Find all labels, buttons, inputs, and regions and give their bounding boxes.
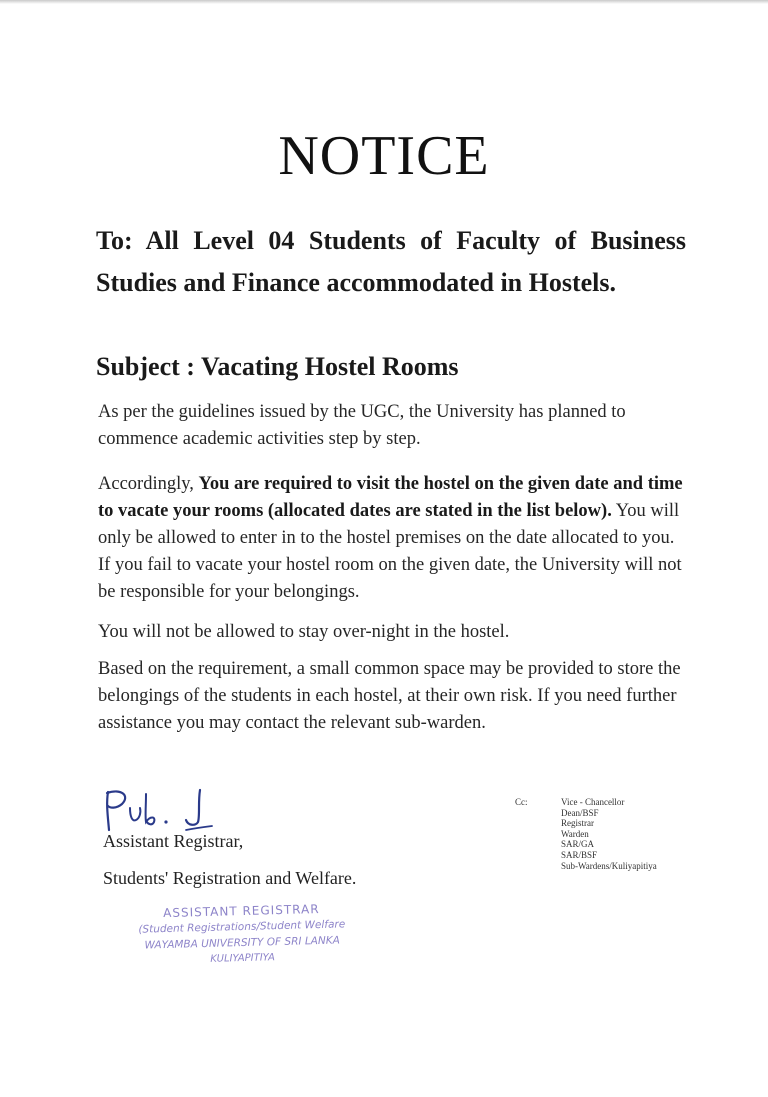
paragraph-vacate-details: You will only be allowed to enter in to the hostel premises on the date allocated to you. If you fail to vacate your hostel room on the given date, the University will not be responsible for your belongings. [98,501,682,602]
cc-list [561,797,657,871]
cc-item: Warden [561,828,589,839]
paragraph-storage: Based on the requirement, a small common space may be provided to store the belongings of the students in each hostel, at their own risk. If you need further assistance you may contact the relevant sub-warden. [98,659,681,733]
paragraph-vacate-instructions [98,471,688,606]
notice-recipients: To: All Level 04 Students of Faculty of Business Studies and Finance accommodated in Hostels. [96,226,686,297]
paragraph-guidelines: As per the guidelines issued by the UGC, the University has planned to commence academic activities step by step. [98,402,626,449]
stamp-line: (Student Registrations/Student Welfare [138,918,346,936]
stamp-line: KULIYAPITIYA [210,952,276,965]
paragraph-vacate-emphasis: You are required to visit the hostel on the given date and time to vacate your rooms (allocated dates are stated in the list below). [98,474,683,521]
stamp-line: ASSISTANT REGISTRAR [162,901,320,921]
cc-item: Dean/BSF [561,807,599,818]
notice-title: NOTICE [278,125,490,187]
cc-item: Vice - Chancellor [561,797,625,807]
paragraph-vacate-intro: Accordingly, [98,474,199,494]
cc-item: SAR/GA [561,839,595,850]
signer-department: Students' Registration and Welfare. [103,868,357,888]
paragraph-no-overnight: You will not be allowed to stay over-night in the hostel. [98,622,510,642]
signer-title: Assistant Registrar, [103,831,244,851]
page-scan-edge [0,0,768,4]
cc-label: Cc: [515,797,528,807]
cc-item: Sub-Wardens/Kuliyapitiya [561,860,657,871]
official-stamp [111,900,373,971]
notice-subject: Subject : Vacating Hostel Rooms [96,352,459,381]
cc-item: Registrar [561,818,594,829]
stamp-line: WAYAMBA UNIVERSITY OF SRI LANKA [144,934,340,952]
cc-item: SAR/BSF [561,849,598,860]
